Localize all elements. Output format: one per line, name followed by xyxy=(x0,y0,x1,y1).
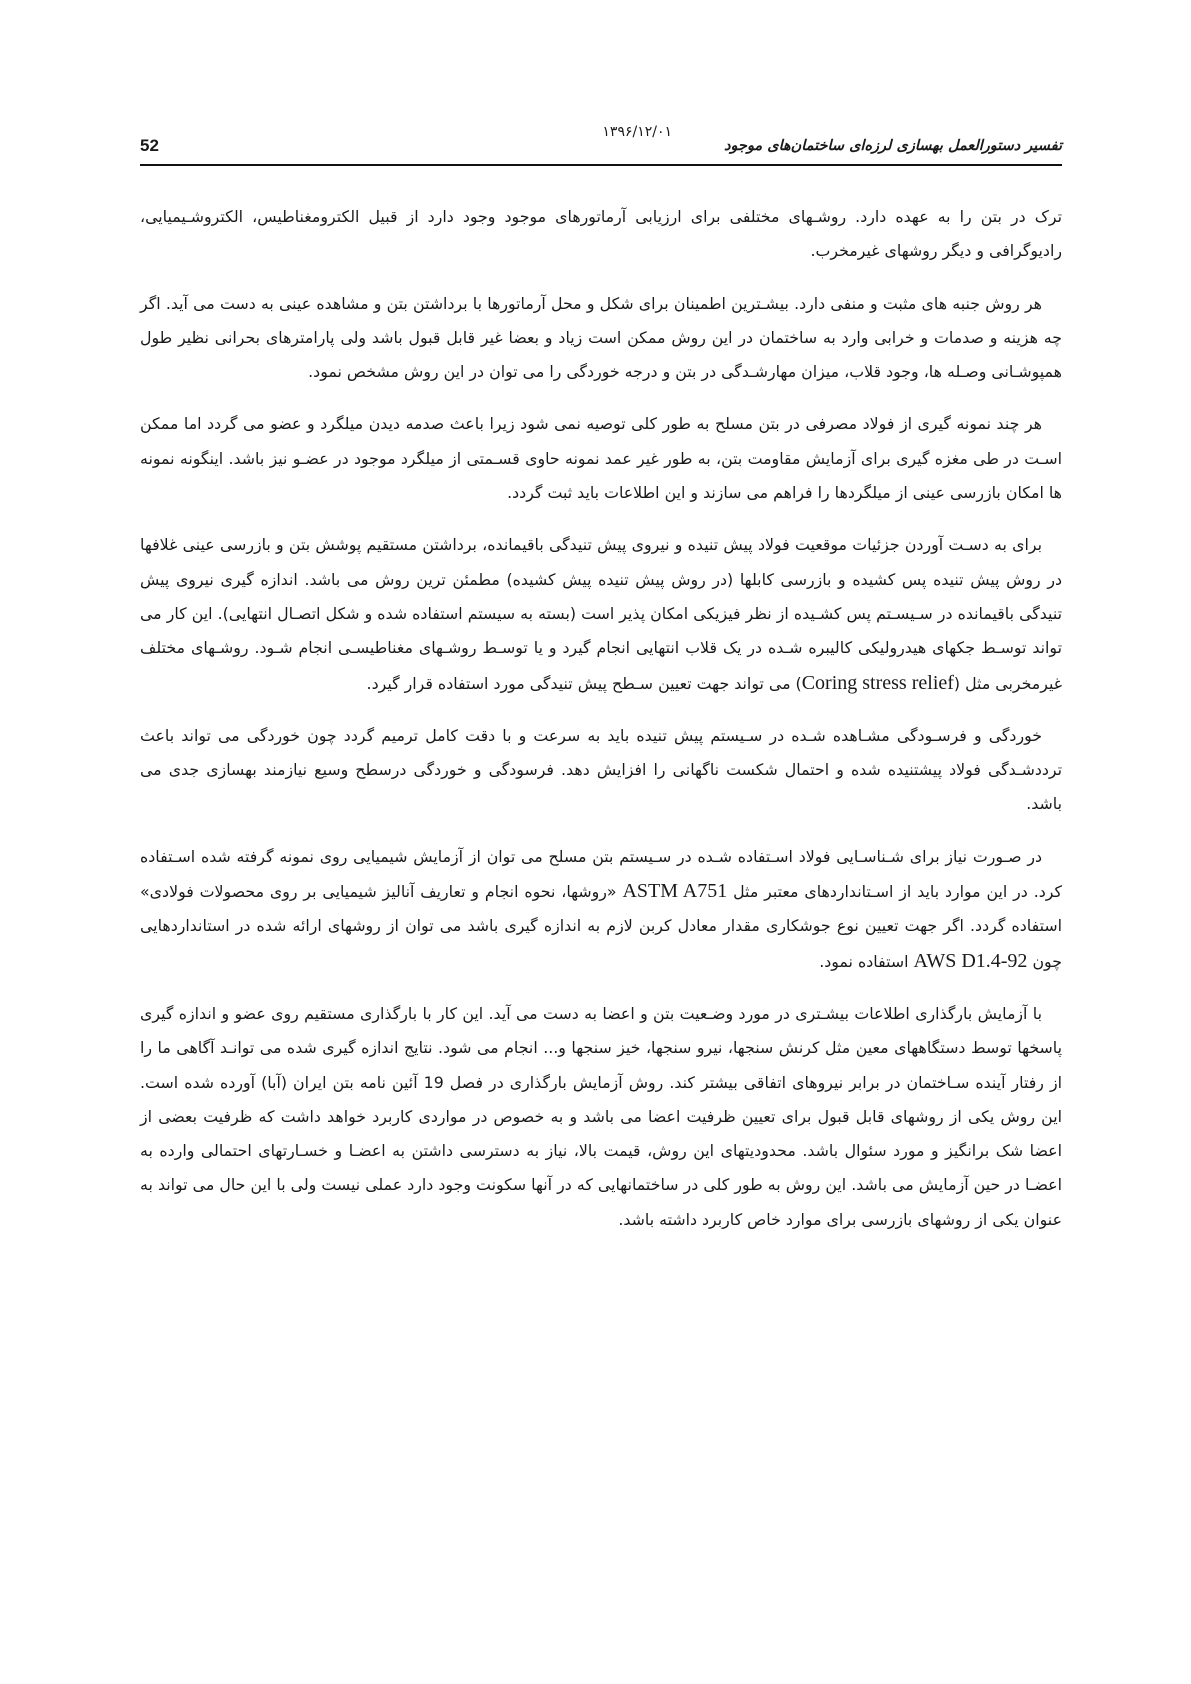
body-text xyxy=(140,200,1062,1255)
standard-reference: AWS D1.4-92 xyxy=(913,949,1028,972)
text-run: استفاده نمود. xyxy=(819,951,914,971)
paragraph: هر روش جنبه های مثبت و منفی دارد. بیشـترین اطمینان برای شکل و محل آرماتورها با برداشتن بتن و مشاهده عینی به دست می آید. اگر چه هزینه و صدمات و خرابی وارد به ساختمان در این روش ممکن است زیاد و بعضا غیر قابل قبول باشد ولی پارامترهای بحرانی نظیر طول همپوشـانی وصـله ها، وجود قلاب، میزان مهارشـدگی در بتن و درجه خوردگی را می توان در این روش مشخص نمود. xyxy=(140,293,1062,382)
paragraph: هر چند نمونه گیری از فولاد مصرفی در بتن مسلح به طور کلی توصیه نمی شود زیرا باعث صدمه دیدن میلگرد و عضو می گردد اما ممکن اسـت در طی مغزه گیری برای آزمایش مقاومت بتن، به طور غیر عمد نمونه حاوی قسـمتی از میلگرد موجود در عضـو نیز باشد. اینگونه نمونه ها امکان بازرسی عینی از میلگردها را فراهم می سازند و این اطلاعات باید ثبت گردد. xyxy=(140,414,1062,503)
text-run: «روشها، نحوه انجام و تعاریف آنالیز شیمیایی بر روی محصولات فولادی» استفاده گردد. اگر جهت تعیین نوع جوشکاری مقدار معادل کربن لازم به اندازه گیری باشد می توان از روشهای ارائه شده در استانداردهایی چون xyxy=(140,882,1062,971)
latin-term: Coring stress relief xyxy=(801,671,954,694)
header-rule xyxy=(140,164,1062,166)
text-run: در صـورت نیاز برای شـناسـایی فولاد اسـتفاده شـده در سـیستم بتن مسلح می توان از آزمایش شیمیایی روی نمونه گرفته شده اسـتفاده کرد. در این موارد باید از اسـتانداردهای معتبر مثل xyxy=(140,846,1063,902)
paragraph: ترک در بتن را به عهده دارد. روشـهای مختلفی برای ارزیابی آرماتورهای موجود وجود دارد از قبیل الکترومغناطیس، الکتروشـیمیایی، رادیوگرافی و دیگر روشهای غیرمخرب. xyxy=(140,207,1062,261)
text-run: برای به دسـت آوردن جزئیات موقعیت فولاد پیش تنیده و نیروی پیش تنیدگی باقیمانده، برداشتن مستقیم پوشش بتن و بازرسی عینی غلافها در روش پیش تنیده پس کشیده و بازرسی کابلها (در روش پیش تنیده پیش کشیده) مطمئن ترین روش می باشد. اندازه گیری نیروی پیش تنیدگی باقیمانده در سـیسـتم پس کشـیده از نظر فیزیکی امکان پذیر است (بسته به سیستم استفاده شده و شکل اتصـال انتهایی). این کار می تواند توسـط جکهای هیدرولیکی کالیبره شـده در یک قلاب انتهایی انجام گیرد و یا توسـط روشـهای مغناطیسـی انجام شـود. روشـهای مختلف غیرمخربی مثل ( xyxy=(140,535,1062,693)
paragraph xyxy=(140,528,1062,700)
page-number: 52 xyxy=(140,136,159,155)
page-header xyxy=(140,118,1062,166)
standard-reference: ASTM A751 xyxy=(622,880,728,903)
paragraph xyxy=(140,840,1062,979)
paragraph: خوردگی و فرسـودگی مشـاهده شـده در سـیستم پیش تنیده باید به سرعت و با دقت کامل ترمیم گردد چون خوردگی می تواند باعث ترددشـدگی فولاد پیشتنیده شده و احتمال شکست ناگهانی را افزایش دهد. فرسودگی و خوردگی درسطح وسیع نیازمند بهسازی جدی می باشد. xyxy=(140,725,1062,814)
document-date: ۱۳۹۶/۱۲/۰۱ xyxy=(602,124,672,140)
paragraph: با آزمایش بارگذاری اطلاعات بیشـتری در مورد وضـعیت بتن و اعضا به دست می آید. این کار با بارگذاری مستقیم روی عضو و اندازه گیری پاسخها توسط دستگاههای معین مثل کرنش سنجها، نیرو سنجها، خیز سنجها و... انجام می شود. نتایج اندازه گیری شده می توانـد آگاهی ما را از رفتار آینده سـاختمان در برابر نیروهای اتفاقی بیشتر کند. روش آزمایش بارگذاری در فصل 19 آئین نامه بتن ایران (آبا) آورده شده است. این روش یکی از روشهای قابل قبول برای تعیین ظرفیت اعضا می باشد و به خصوص در مواردی کاربرد خواهد داشت که ظرفیت بعضی از اعضا شک برانگیز و مورد سئوال باشد. محدودیتهای این روش، قیمت بالا، نیاز به دسترسی داشتن به اعضـا و خسـارتهای احتمالی وارده به اعضـا در حین آزمایش می باشد. این روش به طور کلی در ساختمانهایی که در آنها سکونت وجود دارد عملی نیست ولی با این حال می تواند به عنوان یکی از روشهای بازرسی برای موارد خاص کاربرد داشته باشد. xyxy=(140,1003,1062,1229)
text-run: ) می تواند جهت تعیین سـطح پیش تنیدگی مورد استفاده قرار گیرد. xyxy=(366,673,802,693)
document-title: تفسیر دستورالعمل بهسازی لرزه‌ای ساختمان‌های موجود xyxy=(724,138,1062,154)
